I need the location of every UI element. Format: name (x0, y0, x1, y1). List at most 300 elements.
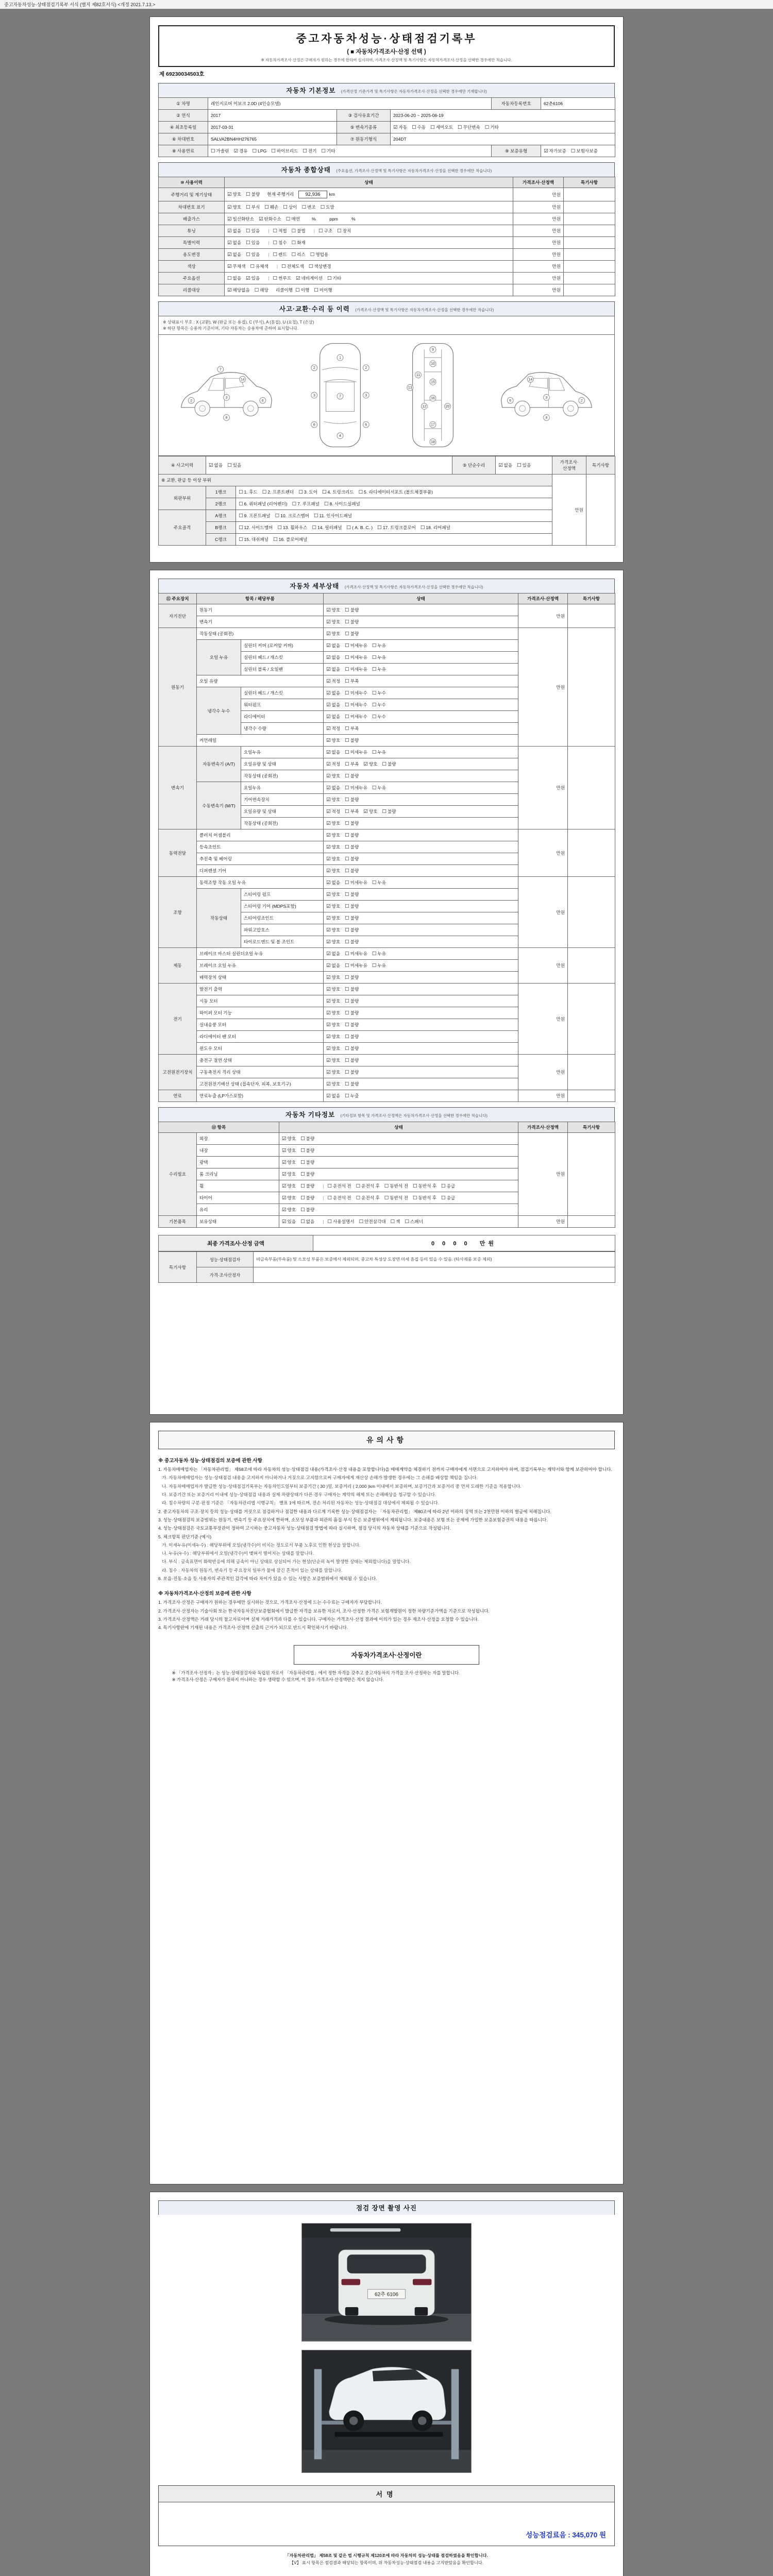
checkbox-glyph: ☑ (363, 809, 368, 815)
checkbox-unchecked[interactable]: ☐ 불량 (345, 998, 359, 1004)
checkbox-unchecked[interactable]: ☐ 불량 (300, 1183, 315, 1189)
form-reference-text: 중고자동차성능·상태점검기록부 서식 (별지 제82호서식) <개정 2021.7.13.> (4, 2, 156, 7)
checkbox-unchecked[interactable]: ☐ 해당 (254, 287, 268, 293)
checkbox-unchecked[interactable]: ☐ 불량 (345, 927, 359, 933)
status-cell (324, 1090, 518, 1102)
status-cell (279, 1168, 518, 1180)
svg-text:10: 10 (431, 362, 435, 366)
checkbox-checked[interactable]: ☑ 양호 (326, 927, 341, 933)
checkbox-checked[interactable]: ☑ 탄화수소 (259, 216, 281, 222)
device-item-label: 오일누유 (241, 747, 324, 758)
checkbox-checked[interactable]: ☑ 양호 (326, 939, 341, 945)
summary-item-label: 배출가스 (159, 213, 225, 225)
checkbox-unchecked[interactable]: ☐ 2. 프론트펜더 (262, 489, 294, 495)
checkbox-glyph: ☑ (326, 1070, 331, 1075)
checkbox-unchecked[interactable]: ☐ 누수 (372, 690, 386, 696)
checkbox-checked[interactable]: ☑ 없음 (326, 951, 341, 957)
checkbox-unchecked[interactable]: ☐ 누유 (372, 655, 386, 660)
checkbox-glyph: ☐ (345, 987, 349, 992)
checkbox-unchecked[interactable]: ☐ 운전석 전 (327, 1195, 351, 1201)
checkbox-unchecked[interactable]: ☐ 동반석 후 (412, 1195, 437, 1201)
checkbox-checked[interactable]: ☑ 양호 (326, 738, 341, 743)
checkbox-unchecked[interactable]: ☐ 미세누유 (345, 880, 367, 886)
checkbox-glyph: ☐ (458, 125, 462, 130)
checkbox-unchecked[interactable]: ☐ 누유 (372, 643, 386, 649)
checkbox-unchecked[interactable]: ☐ 누유 (372, 750, 386, 755)
checkbox-checked[interactable]: ☑ 일산화탄소 (227, 216, 255, 222)
checkbox-unchecked[interactable]: ☐ 응급 (441, 1195, 456, 1201)
checkbox-unchecked[interactable]: ☐ 불량 (345, 797, 359, 803)
checkbox-unchecked[interactable]: ☐ 불량 (345, 607, 359, 613)
checkbox-unchecked[interactable]: ☐ 부족 (345, 761, 359, 767)
checkbox-unchecked[interactable]: ☐ 도말 (320, 205, 334, 210)
checkbox-checked[interactable]: ☑ 없음 (326, 690, 341, 696)
checkbox-glyph: ☑ (233, 148, 238, 154)
checkbox-unchecked[interactable]: ☐ 18. 리어패널 (420, 525, 450, 531)
checkbox-glyph: ☑ (326, 939, 331, 945)
checkbox-checked[interactable]: ☑ 양호 (282, 1148, 296, 1154)
checkbox-checked[interactable]: ☑ 양호 (227, 205, 242, 210)
checkbox-unchecked[interactable]: ☐ 누유 (372, 951, 386, 957)
device-item-label: 연료누출 (LP가스포함) (197, 1090, 324, 1102)
checkbox-glyph: ☐ (345, 667, 349, 672)
checkbox-checked[interactable]: ☑ 양호 (326, 631, 341, 637)
notice-item: 다. 부식 : 금속표면이 화학반응에 의해 금속이 아닌 상태로 상실되어 가는 현상(단순히 녹이 발생한 상태는 제외합니다)을 말합니다. (158, 1559, 411, 1565)
checkbox-glyph: ☑ (326, 951, 331, 957)
checkbox-glyph: ☑ (326, 619, 331, 625)
checkbox-unchecked[interactable]: ☐ 전체도색 (281, 264, 304, 269)
checkbox-unchecked[interactable]: ☐ 16. 플로어패널 (273, 537, 308, 543)
checkbox-unchecked[interactable]: ☐ 6. 쿼터패널 (리어펜더) (239, 501, 288, 507)
checkbox-unchecked[interactable]: ☐ 있음 (246, 228, 260, 234)
checkbox-unchecked[interactable]: ☐ LPG (252, 148, 267, 154)
checkbox-checked[interactable]: ☑ 없음 (326, 963, 341, 969)
checkbox-checked[interactable]: ☑ 양호 (326, 916, 341, 921)
notice-item: 5. 체크항목 판단기준 (예시) (158, 1534, 212, 1539)
misc-col-item: ⑫ 항목 (159, 1122, 279, 1133)
checkbox-checked[interactable]: ☑ 양호 (326, 987, 341, 992)
checkbox-unchecked[interactable]: ☐ 동반석 전 (384, 1195, 408, 1201)
checkbox-unchecked[interactable]: ☐ 17. 트렁크플로어 (377, 525, 416, 531)
checkbox-checked[interactable]: ☑ 양호 (326, 1070, 341, 1075)
checkbox-checked[interactable]: ☑ 없음 (326, 785, 341, 791)
checkbox-unchecked[interactable]: ☐ 불량 (345, 1022, 359, 1028)
checkbox-unchecked[interactable]: ☐ 미세누유 (345, 655, 367, 660)
checkbox-unchecked[interactable]: ☐ 불량 (382, 761, 396, 767)
checkbox-unchecked[interactable]: ☐ 12. 사이드멤버 (239, 525, 273, 531)
checkbox-unchecked[interactable]: ☐ 훼손 (264, 205, 279, 210)
detail-row (159, 604, 615, 616)
status-cell (225, 273, 513, 284)
checkbox-unchecked[interactable]: ☐ 무단변속 (458, 125, 480, 130)
note-cell (564, 201, 615, 213)
checkbox-unchecked[interactable]: ☐ 동반석 전 (384, 1183, 408, 1189)
checkbox-unchecked[interactable]: ☐ 누출 (345, 1093, 359, 1099)
checkbox-unchecked[interactable]: ☐ 기타 (321, 148, 335, 154)
status-cell (206, 456, 452, 474)
checkbox-unchecked[interactable]: ☐ 미세누유 (345, 643, 367, 649)
checkbox-glyph: ☐ (239, 537, 243, 543)
checkbox-unchecked[interactable]: ☐ 침수 (273, 240, 287, 246)
checkbox-glyph: ☑ (227, 216, 232, 222)
checkbox-checked[interactable]: ☑ 있음 (246, 276, 260, 281)
checkbox-checked[interactable]: ☑ 양호 (363, 809, 378, 815)
checkbox-unchecked[interactable]: ☐ 불량 (345, 856, 359, 862)
checkbox-glyph: ☐ (345, 773, 349, 779)
checkbox-unchecked[interactable]: ☐ 미세누수 (345, 702, 367, 708)
checkbox-checked[interactable]: ☑ 양호 (282, 1183, 296, 1189)
checkbox-unchecked[interactable]: ☐ 5. 라디에이터서포트 (볼트체결부품) (358, 489, 433, 495)
checkbox-checked[interactable]: ☑ 자동 (393, 125, 408, 130)
device-item-label: 냉각수 수량 (241, 723, 324, 735)
checkbox-checked[interactable]: ☑ 없음 (326, 643, 341, 649)
checkbox-checked[interactable]: ☑ 양호 (326, 868, 341, 874)
checkbox-unchecked[interactable]: ☐ 있음 (246, 252, 260, 258)
checkbox-unchecked[interactable]: ☐ 4. 트렁크리드 (322, 489, 354, 495)
basic-info-table (158, 97, 615, 157)
checkbox-unchecked[interactable]: ☐ 없음 (300, 1219, 315, 1225)
checkbox-checked[interactable]: ☑ 네비게이션 (295, 276, 323, 281)
checkbox-unchecked[interactable]: ☐ 화재 (291, 240, 306, 246)
checkbox-unchecked[interactable]: ☐ 부족 (345, 679, 359, 684)
checkbox-checked[interactable]: ☑ 없음 (498, 463, 513, 468)
checkbox-glyph: ☐ (430, 125, 435, 130)
note-cell (568, 1090, 615, 1102)
checkbox-unchecked[interactable]: ☐ 1. 후드 (239, 489, 258, 495)
checkbox-unchecked[interactable]: ☐ 없음 (227, 276, 242, 281)
checkbox-glyph: ☐ (246, 192, 250, 197)
exchange-header-row (159, 474, 615, 486)
checkbox-glyph: ☑ (282, 1172, 287, 1177)
checkbox-checked[interactable]: ☑ 무채색 (227, 264, 246, 269)
notice-item: 6. 쏘음·진동·소음 등 사용자의 주관적인 감각에 따라 차이가 있을 수 있는 사항은 보증범위에서 제외될 수 있습니다. (158, 1576, 377, 1582)
checkbox-checked[interactable]: ☑ 양호 (326, 1058, 341, 1063)
summary-item-label: 주행거리 및 계기상태 (159, 188, 225, 201)
checkbox-glyph: ☑ (326, 690, 331, 696)
checkbox-glyph: ☐ (246, 252, 250, 258)
checkbox-checked[interactable]: ☑ 없음 (227, 252, 242, 258)
checkbox-unchecked[interactable]: ☐ 불량 (345, 631, 359, 637)
checkbox-unchecked[interactable]: ☐ 운전석 후 (356, 1195, 380, 1201)
signature-box (158, 2485, 615, 2546)
checkbox-unchecked[interactable]: ☐ 미세누유 (345, 951, 367, 957)
checkbox-checked[interactable]: ☑ 없음 (326, 750, 341, 755)
checkbox-checked[interactable]: ☑ 없음 (326, 1093, 341, 1099)
basic-info-row (159, 122, 615, 133)
status-cell (225, 249, 513, 261)
checkbox-unchecked[interactable]: ☐ 불량 (345, 773, 359, 779)
note-cell (564, 237, 615, 249)
checkbox-checked[interactable]: ☑ 적정 (326, 761, 341, 767)
checkbox-checked[interactable]: ☑ 양호 (326, 797, 341, 803)
panel-group-label: 주요골격 (159, 510, 206, 546)
checkbox-glyph: ☑ (326, 963, 331, 969)
detail-table (158, 593, 615, 1102)
note-cell (568, 948, 615, 984)
checkbox-unchecked[interactable]: ☐ 불량 (345, 975, 359, 980)
checkbox-unchecked[interactable]: ☐ 불법 (291, 228, 306, 234)
checkbox-unchecked[interactable]: ☐ 수동 (412, 125, 426, 130)
checkbox-checked[interactable]: ☑ 적정 (326, 679, 341, 684)
checkbox-unchecked[interactable]: ☐ 불량 (345, 868, 359, 874)
device-group-label: 원동기 (159, 628, 197, 747)
checkbox-unchecked[interactable]: ☐ 색상변경 (308, 264, 331, 269)
checkbox-glyph: ☐ (345, 880, 349, 886)
checkbox-unchecked[interactable]: ☐ 적법 (273, 228, 287, 234)
signature-area[interactable] (159, 2502, 614, 2546)
checkbox-unchecked[interactable]: ☐ 미세누유 (345, 667, 367, 672)
checkbox-checked[interactable]: ☑ 자가보증 (544, 148, 566, 154)
checkbox-unchecked[interactable]: ☐ 미세누수 (345, 714, 367, 720)
checkbox-checked[interactable]: ☑ 양호 (326, 821, 341, 826)
device-item-label: 파워고압호스 (241, 924, 324, 936)
checkbox-checked[interactable]: ☑ 양호 (326, 1022, 341, 1028)
svg-text:8: 8 (225, 416, 228, 420)
checkbox-glyph: ☐ (372, 667, 377, 672)
checkbox-unchecked[interactable]: ☐ 동반석 후 (412, 1183, 437, 1189)
checkbox-unchecked[interactable]: ☐ 리스 (291, 252, 306, 258)
status-sublabel: 리콜이행 (275, 287, 293, 293)
checkbox-unchecked[interactable]: ☐ 운전석 후 (356, 1183, 380, 1189)
notice-item: 가. 자동차매매업자는 성능·상태점검 내용을 고지하지 아니하거나 거짓으로 고지함으로써 구매자에게 재산상 손해가 발생한 경우에는 그 손해를 배상할 책임을 집니다. (158, 1475, 478, 1481)
checkbox-unchecked[interactable]: ☐ 14. 필러패널 (312, 525, 342, 531)
checkbox-checked[interactable]: ☑ 적정 (326, 726, 341, 732)
status-cell (324, 604, 518, 616)
field-label: ⑨ 보증유형 (492, 145, 541, 157)
checkbox-unchecked[interactable]: ☐ 응급 (441, 1183, 456, 1189)
rank-label: 2랭크 (206, 498, 236, 510)
checkbox-unchecked[interactable]: ☐ 있음 (517, 463, 531, 468)
final-price-table (158, 1235, 615, 1251)
checkbox-checked[interactable]: ☑ 없음 (227, 228, 242, 234)
device-item-label: 변속기 (197, 616, 324, 628)
checkbox-unchecked[interactable]: ☐ 미이행 (314, 287, 332, 293)
checkbox-unchecked[interactable]: ☐ 상이 (283, 205, 297, 210)
checkbox-glyph: ☐ (372, 951, 377, 957)
checkbox-checked[interactable]: ☑ 없음 (227, 240, 242, 246)
checkbox-checked[interactable]: ☑ 경유 (233, 148, 248, 154)
footer-line2: 【V】 표시 항목은 점검결과 해당되는 항목이며, 위 자동차성능·상태점검 내용을 고지받았음을 확인합니다. (289, 2560, 484, 2565)
checkbox-unchecked[interactable]: ☐ 9. 프론트패널 (239, 513, 271, 519)
checkbox-unchecked[interactable]: ☐ 잭 (390, 1219, 400, 1225)
checkbox-unchecked[interactable]: ☐ 기타 (484, 125, 499, 130)
device-item-label: 스티어링 펌프 (241, 889, 324, 901)
checkbox-unchecked[interactable]: ☐ 기타 (327, 276, 342, 281)
status-cell (324, 640, 518, 652)
checkbox-unchecked[interactable]: ☐ 누수 (372, 702, 386, 708)
checkbox-unchecked[interactable]: ☐ 불량 (246, 192, 260, 197)
device-item-label: 구동축전지 격리 상태 (197, 1066, 324, 1078)
checkbox-unchecked[interactable]: ☐ 안전삼각대 (359, 1219, 386, 1225)
checkbox-unchecked[interactable]: ☐ 미세누수 (345, 690, 367, 696)
checkbox-checked[interactable]: ☑ 없음 (209, 463, 223, 468)
checkbox-unchecked[interactable]: ☐ 불량 (345, 619, 359, 625)
status-cell (324, 1078, 518, 1090)
checkbox-unchecked[interactable]: ☐ 불량 (300, 1172, 315, 1177)
checkbox-unchecked[interactable]: ☐ 불량 (382, 809, 396, 815)
divider: | (268, 276, 270, 281)
checkbox-checked[interactable]: ☑ 양호 (326, 856, 341, 862)
checkbox-unchecked[interactable]: ☐ 3. 도어 (298, 489, 318, 495)
checkbox-unchecked[interactable]: ☐ 누유 (372, 785, 386, 791)
checkbox-unchecked[interactable]: ☐ 이행 (295, 287, 310, 293)
checkbox-checked[interactable]: ☑ 양호 (326, 619, 341, 625)
checkbox-unchecked[interactable]: ☐ 스패너 (405, 1219, 423, 1225)
checkbox-unchecked[interactable]: ☐ 불량 (345, 1081, 359, 1087)
checkbox-unchecked[interactable]: ☐ 불량 (300, 1160, 315, 1165)
checkbox-checked[interactable]: ☑ 양호 (326, 1046, 341, 1052)
appraiser-remark (254, 1267, 615, 1283)
checkbox-unchecked[interactable]: ☐ 부족 (345, 809, 359, 815)
device-group-label: 자기진단 (159, 604, 197, 628)
svg-text:15: 15 (431, 380, 435, 384)
checkbox-checked[interactable]: ☑ 양호 (326, 844, 341, 850)
notice-item: 2. 가격조사·산정자는 기술사회 또는 한국자동차진단보증협회에서 발급한 자격을 보유한 자로서, 조사·산정한 가격은 보험개발원이 정한 차량기준가액을 기준으로 작성됩니다. (158, 1608, 490, 1614)
detail-row (159, 1090, 615, 1102)
checkbox-unchecked[interactable]: ☐ 불량 (345, 844, 359, 850)
checkbox-checked[interactable]: ☑ 양호 (326, 892, 341, 897)
checkbox-checked[interactable]: ☑ 양호 (326, 975, 341, 980)
checkbox-unchecked[interactable]: ☐ 불량 (345, 939, 359, 945)
notice-item: 1. 자동차매매업자는 「자동차관리법」 제58조에 따라 자동차의 성능·상태점검 내용(가격조사·산정 내용을 포함합니다)을 매매계약을 체결하기 전까지 구매자에게 서면으로 고지하여야 하며, 점검기록부는 계약서와 함께 보관하여야 합니다. (158, 1467, 612, 1472)
checkbox-checked[interactable]: ☑ 양호 (282, 1195, 296, 1201)
checkbox-unchecked[interactable]: ☐ 영업용 (310, 252, 329, 258)
checkbox-checked[interactable]: ☑ 적정 (326, 809, 341, 815)
checkbox-glyph: ☐ (300, 1195, 305, 1201)
checkbox-unchecked[interactable]: ☐ 유채색 (250, 264, 268, 269)
checkbox-unchecked[interactable]: ☐ 불량 (345, 1058, 359, 1063)
checkbox-checked[interactable]: ☑ 양호 (326, 998, 341, 1004)
checkbox-checked[interactable]: ☑ 양호 (282, 1136, 296, 1142)
checkbox-unchecked[interactable]: ☐ 운전석 전 (327, 1183, 351, 1189)
checkbox-unchecked[interactable]: ☐ 불량 (345, 987, 359, 992)
checkbox-unchecked[interactable]: ☐ 8. 사이드실패널 (324, 501, 360, 507)
checkbox-unchecked[interactable]: ☐ 미세누유 (345, 785, 367, 791)
price-cell: 만원 (513, 284, 564, 296)
checkbox-unchecked[interactable]: ☐ 사용설명서 (327, 1219, 355, 1225)
checkbox-unchecked[interactable]: ☐ 있음 (246, 240, 260, 246)
note-cell (564, 188, 615, 201)
checkbox-unchecked[interactable]: ☐ 렌트 (273, 252, 287, 258)
summary-header-row (159, 177, 615, 188)
checkbox-glyph: ☐ (372, 880, 377, 886)
status-cell (324, 853, 518, 865)
checkbox-unchecked[interactable]: ☐ 부식 (246, 205, 260, 210)
device-item-label: 실린더 커버 (로커암 커버) (241, 640, 324, 652)
checkbox-checked[interactable]: ☑ 없음 (326, 702, 341, 708)
checkbox-glyph: ☑ (282, 1183, 287, 1189)
checkbox-unchecked[interactable]: ☐ 가솔린 (211, 148, 229, 154)
checkbox-checked[interactable]: ☑ 양호 (326, 904, 341, 909)
checkbox-checked[interactable]: ☑ 양호 (282, 1172, 296, 1177)
checkbox-unchecked[interactable]: ☐ 불량 (345, 1034, 359, 1040)
checkbox-unchecked[interactable]: ☐ 불량 (300, 1207, 315, 1213)
checkbox-checked[interactable]: ☑ 없음 (326, 880, 341, 886)
checkbox-unchecked[interactable]: ☐ 불량 (345, 833, 359, 838)
checkbox-unchecked[interactable]: ☐ 불량 (345, 1010, 359, 1016)
checkbox-checked[interactable]: ☑ 양호 (326, 1010, 341, 1016)
checkbox-checked[interactable]: ☑ 양호 (326, 833, 341, 838)
checkbox-checked[interactable]: ☑ 양호 (282, 1207, 296, 1213)
checkbox-unchecked[interactable]: ☐ 11. 인사이드패널 (313, 513, 352, 519)
checkbox-glyph: ☐ (324, 501, 329, 507)
checkbox-unchecked[interactable]: ☐ 누유 (372, 963, 386, 969)
final-price-label: 최종 가격조사·산정 금액 (159, 1235, 313, 1251)
checkbox-unchecked[interactable]: ☐ 불량 (345, 738, 359, 743)
checkbox-unchecked[interactable]: ☐ 불량 (345, 916, 359, 921)
checkbox-unchecked[interactable]: ☐ 누수 (372, 714, 386, 720)
summary-item-label: 색상 (159, 261, 225, 273)
status-cell (324, 889, 518, 901)
checkbox-unchecked[interactable]: ☐ 장치 (337, 228, 351, 234)
checkbox-glyph: ☐ (345, 726, 349, 732)
checkbox-checked[interactable]: ☑ 해당없음 (227, 287, 250, 293)
checkbox-checked[interactable]: ☑ 양호 (326, 1081, 341, 1087)
checkbox-unchecked[interactable]: ☐ 부족 (345, 726, 359, 732)
checkbox-unchecked[interactable]: ☐ 구조 (318, 228, 333, 234)
checkbox-unchecked[interactable]: ☐ ( A. B. C. ) (346, 525, 373, 531)
checkbox-unchecked[interactable]: ☐ 불량 (345, 892, 359, 897)
svg-text:6: 6 (365, 423, 367, 427)
checkbox-unchecked[interactable]: ☐ 13. 휠하우스 (277, 525, 308, 531)
checkbox-glyph: ☐ (239, 513, 243, 519)
checkbox-unchecked[interactable]: ☐ 매연 (285, 216, 300, 222)
checkbox-unchecked[interactable]: ☐ 하이브리드 (271, 148, 298, 154)
checkbox-checked[interactable]: ☑ 있음 (282, 1219, 296, 1225)
checkbox-checked[interactable]: ☑ 양호 (363, 761, 378, 767)
checkbox-unchecked[interactable]: ☐ 전기 (303, 148, 317, 154)
checkbox-checked[interactable]: ☑ 없음 (326, 655, 341, 660)
checkbox-unchecked[interactable]: ☐ 불량 (345, 1046, 359, 1052)
checkbox-unchecked[interactable]: ☐ 있음 (227, 463, 242, 468)
checkbox-glyph: ☑ (326, 856, 331, 862)
checkbox-unchecked[interactable]: ☐ 변조 (301, 205, 316, 210)
checkbox-checked[interactable]: ☑ 양호 (326, 1034, 341, 1040)
section-basic-title: 자동차 기본정보 (286, 87, 336, 94)
checkbox-unchecked[interactable]: ☐ 10. 크로스멤버 (275, 513, 309, 519)
checkbox-unchecked[interactable]: ☐ 불량 (300, 1136, 315, 1142)
checkbox-checked[interactable]: ☑ 양호 (326, 607, 341, 613)
device-item-label: 충전구 절연 상태 (197, 1055, 324, 1066)
status-cell (324, 995, 518, 1007)
checkbox-checked[interactable]: ☑ 양호 (326, 773, 341, 779)
rank-label: C랭크 (206, 534, 236, 546)
rank-label: 1랭크 (206, 486, 236, 498)
checkbox-unchecked[interactable]: ☐ 7. 루프패널 (292, 501, 320, 507)
checkbox-checked[interactable]: ☑ 없음 (326, 667, 341, 672)
checkbox-checked[interactable]: ☑ 없음 (326, 714, 341, 720)
checkbox-unchecked[interactable]: ☐ 누유 (372, 667, 386, 672)
checkbox-glyph: ☐ (295, 287, 300, 293)
checkbox-unchecked[interactable]: ☐ 불량 (300, 1195, 315, 1201)
checkbox-unchecked[interactable]: ☐ 15. 대쉬패널 (239, 537, 269, 543)
checkbox-checked[interactable]: ☑ 양호 (282, 1160, 296, 1165)
checkbox-unchecked[interactable]: ☐ 보험사보증 (570, 148, 598, 154)
checkbox-unchecked[interactable]: ☐ 불량 (345, 821, 359, 826)
checkbox-unchecked[interactable]: ☐ 불량 (300, 1148, 315, 1154)
checkbox-unchecked[interactable]: ☐ 미세누유 (345, 963, 367, 969)
checkbox-unchecked[interactable]: ☐ 썬루프 (273, 276, 291, 281)
summary-item-label: 주요옵션 (159, 273, 225, 284)
checkbox-checked[interactable]: ☑ 양호 (227, 192, 242, 197)
boxed-value: 92,936 (298, 191, 327, 198)
checkbox-unchecked[interactable]: ☐ 불량 (345, 1070, 359, 1075)
checkbox-unchecked[interactable]: ☐ 누유 (372, 880, 386, 886)
checkbox-glyph: ☐ (246, 205, 250, 210)
checkbox-unchecked[interactable]: ☐ 미세누유 (345, 750, 367, 755)
checkbox-unchecked[interactable]: ☐ 불량 (345, 904, 359, 909)
checkbox-unchecked[interactable]: ☐ 세미오토 (430, 125, 453, 130)
